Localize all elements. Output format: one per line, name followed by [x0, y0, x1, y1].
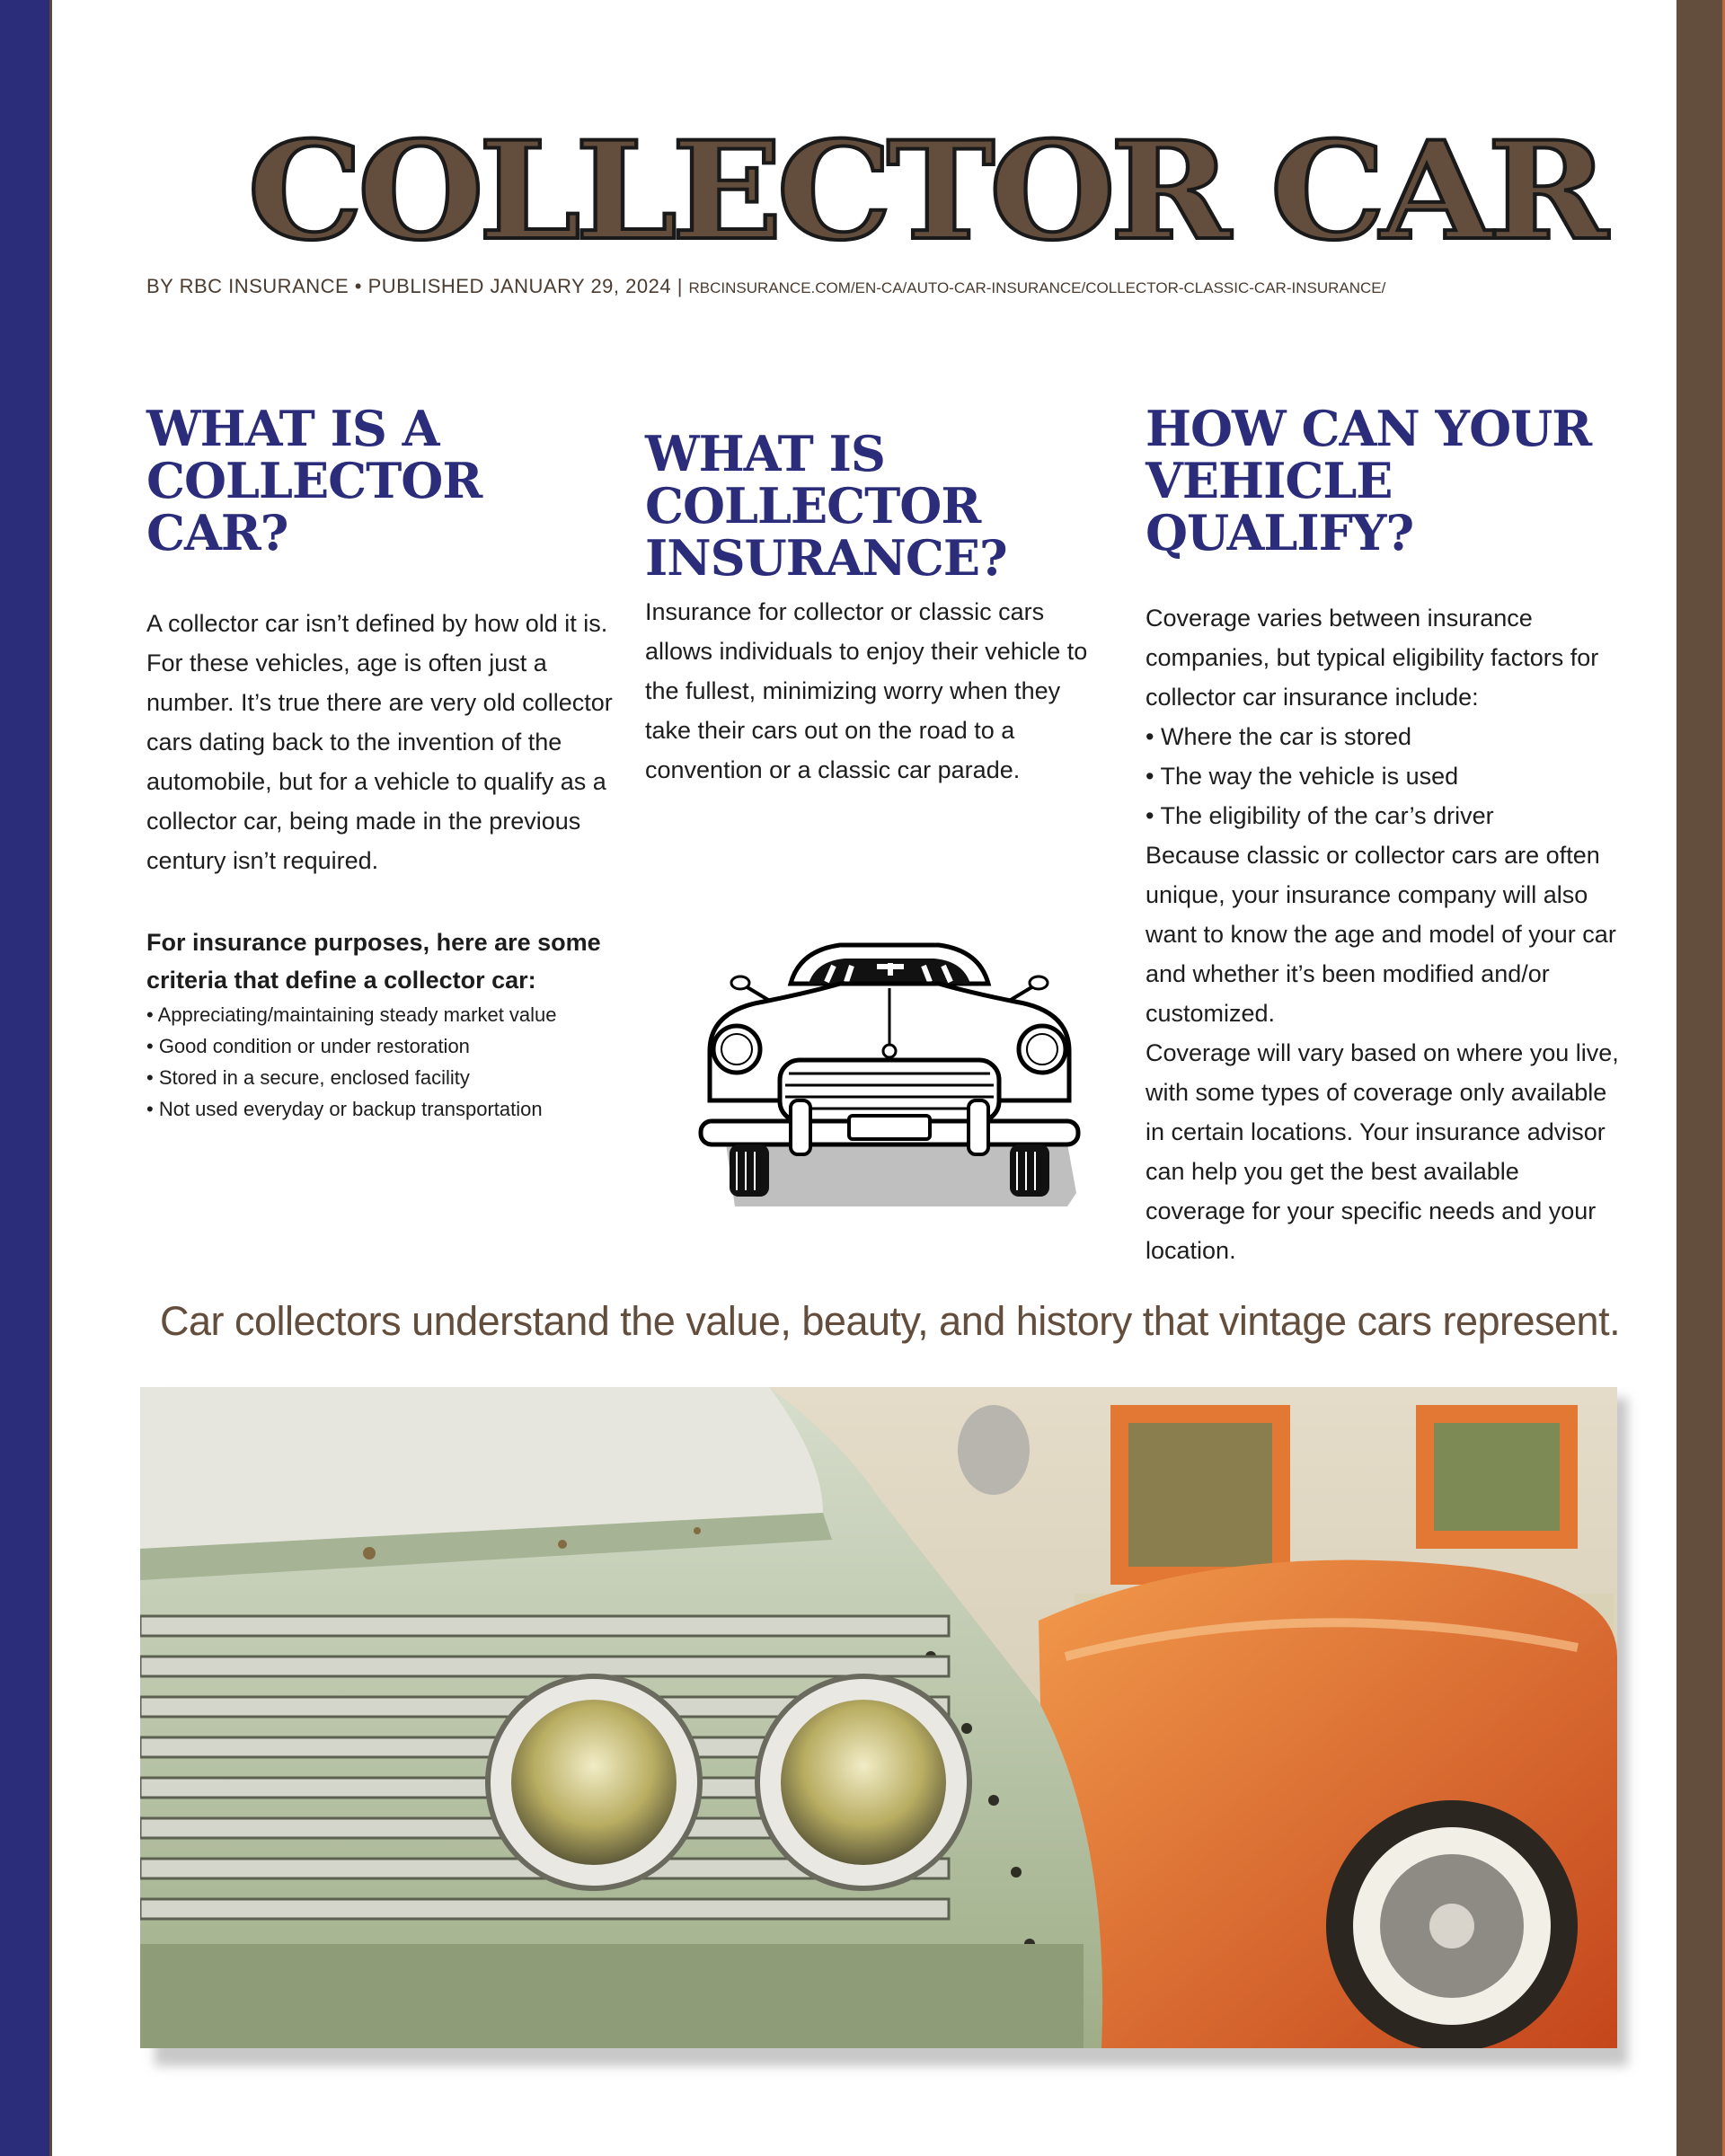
byline-text: BY RBC INSURANCE • PUBLISHED JANUARY 29, 2024 |	[146, 275, 689, 297]
pull-quote: Car collectors understand the value, beauty, and history that vintage cars represent.	[160, 1298, 1621, 1344]
page-title: COLLECTOR CAR	[247, 112, 1603, 270]
list-item: • Good condition or under restoration	[146, 1035, 470, 1057]
criteria-list	[146, 999, 632, 1125]
list-item: • The way the vehicle is used	[1146, 763, 1459, 790]
vintage-cars-photo	[140, 1387, 1617, 2048]
vintage-car-illustration	[683, 916, 1087, 1226]
list-item: • Appreciating/maintaining steady market value	[146, 1003, 557, 1026]
list-item: • The eligibility of the car’s driver	[1146, 802, 1494, 829]
source-url: RBCINSURANCE.COM/EN-CA/AUTO-CAR-INSURANCE/COLLECTOR-CLASSIC-CAR-INSURANCE/	[688, 279, 1386, 296]
list-item: • Where the car is stored	[1146, 723, 1412, 750]
heading-what-is-collector-insurance: WHAT IS COLLECTOR INSURANCE?	[645, 425, 1007, 587]
left-border-bar	[0, 0, 52, 2156]
right-border-bar	[1676, 0, 1725, 2156]
list-item: • Not used everyday or backup transportation	[146, 1098, 543, 1120]
criteria-intro: For insurance purposes, here are some criteria that define a collector car:	[146, 929, 601, 994]
heading-what-is-collector-car: WHAT IS A COLLECTOR CAR?	[146, 400, 482, 561]
heading-how-can-vehicle-qualify: HOW CAN YOUR VEHICLE QUALIFY?	[1146, 400, 1592, 561]
qualify-text	[1146, 598, 1622, 1270]
qualify-intro: Coverage varies between insurance companies, but typical eligibility factors for collector car insurance include:	[1146, 605, 1599, 711]
collector-insurance-text: Insurance for collector or classic cars allows individuals to enjoy their vehicle to the fullest, minimizing worry when they take their cars out on the road to a convention or a classic car parade.	[645, 598, 1088, 783]
byline	[146, 275, 1584, 298]
qualify-paragraph: Coverage will vary based on where you live, with some types of coverage only available in certain locations. Your insurance advisor can help you get the best available coverage for your specific needs and your location.	[1146, 1039, 1619, 1264]
qualify-paragraph: Because classic or collector cars are often unique, your insurance company will also want to know the age and model of your car and whether it’s been modified and/or customized.	[1146, 842, 1616, 1027]
collector-car-definition: A collector car isn’t defined by how old it is. For these vehicles, age is often just a number. It’s true there are very old collector cars dating back to the invention of the automobile, but for a vehicle to qualify as a collector car, being made in the previous century isn’t required.	[146, 610, 613, 874]
list-item: • Stored in a secure, enclosed facility	[146, 1066, 470, 1089]
